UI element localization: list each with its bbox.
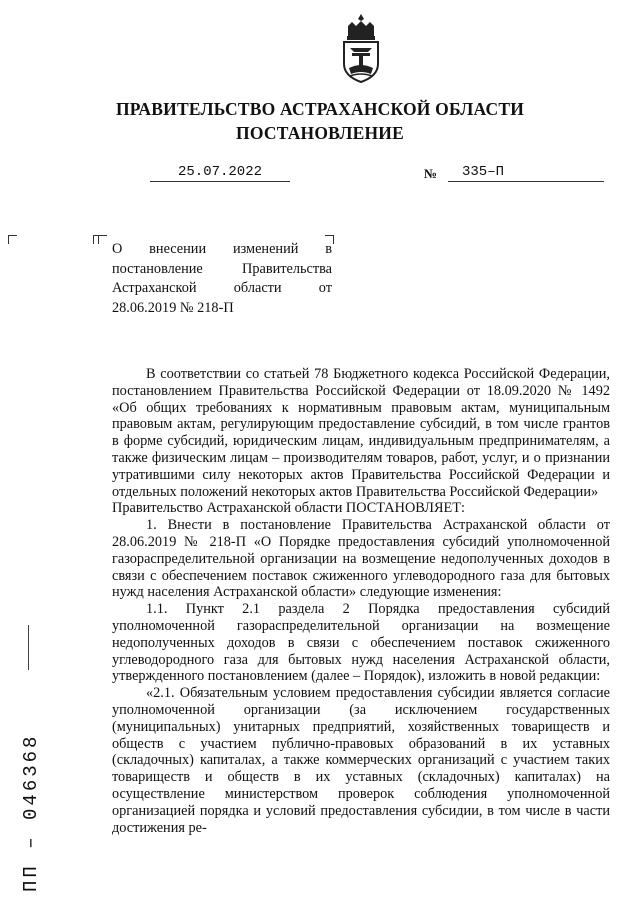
corner-mark [98, 235, 107, 244]
doc-body [112, 366, 610, 836]
doc-date: 25.07.2022 [150, 164, 290, 182]
org-title: ПРАВИТЕЛЬСТВО АСТРАХАНСКОЙ ОБЛАСТИ [115, 99, 525, 119]
doc-subject: О внесении изменений в постановление Правительства Астраханской области от 28.06.2019 № 218-П [112, 241, 332, 316]
coat-of-arms-icon [338, 12, 384, 84]
body-paragraph: 1. Внести в постановление Правительства Астраханской области от 28.06.2019 № 218-П «О Порядке предоставления субсидий уполномоченной газораспределительной организации на возмещение недополученных доходов в связи с обеспечением поставок сжиженного углеводородного газа для бытовых нужд населения Астраханской области» следующие изменения: [112, 517, 610, 601]
body-paragraph: «2.1. Обязательным условием предоставления субсидии является согласие уполномоченной организации (за исключением государственных (муниципальных) унитарных предприятий, хозяйственных товариществ и обществ с участием публично-правовых образований в их уставных (складочных) капиталах, а также коммерческих организаций с участием таких товариществ и обществ в их уставных (складочных) капиталах) на осуществление министерством проверок соблюдения уполномоченной организацией порядка и условий предоставления субсидии, в том числе в части достижения ре- [112, 685, 610, 836]
body-paragraph: Правительство Астраханской области ПОСТАНОВЛЯЕТ: [112, 500, 465, 517]
doc-type-title: ПОСТАНОВЛЕНИЕ [236, 123, 404, 143]
form-serial-number: ПП – 046368 [20, 733, 42, 892]
doc-number: 335–П [448, 164, 604, 182]
number-sign: № [424, 166, 438, 181]
body-paragraph: 1.1. Пункт 2.1 раздела 2 Порядка предоставления субсидий уполномоченной газораспределительной организации на возмещение недополученных доходов в связи с обеспечением поставок сжиженного углеводородного газа для бытовых нужд населения Астраханской области, утвержденного постановлением (далее – Порядок), изложить в новой редакции: [112, 601, 610, 685]
body-paragraph: В соответствии со статьей 78 Бюджетного кодекса Российской Федерации, постановлением Правительства Российской Федерации от 18.09.2020 № 1492 «Об общих требованиях к нормативным правовым актам, муниципальным правовым актам, регулирующим предоставление субсидий, в том числе грантов в форме субсидий, юридическим лицам, индивидуальным предпринимателям, а также физическим лицам – производителям товаров, работ, услуг, и о признании утратившими силу некоторых актов Правительства Российской Федерации и отдельных положений некоторых актов Правительства Российской Федерации» [112, 366, 610, 500]
corner-mark [8, 235, 17, 244]
margin-line [28, 625, 29, 670]
